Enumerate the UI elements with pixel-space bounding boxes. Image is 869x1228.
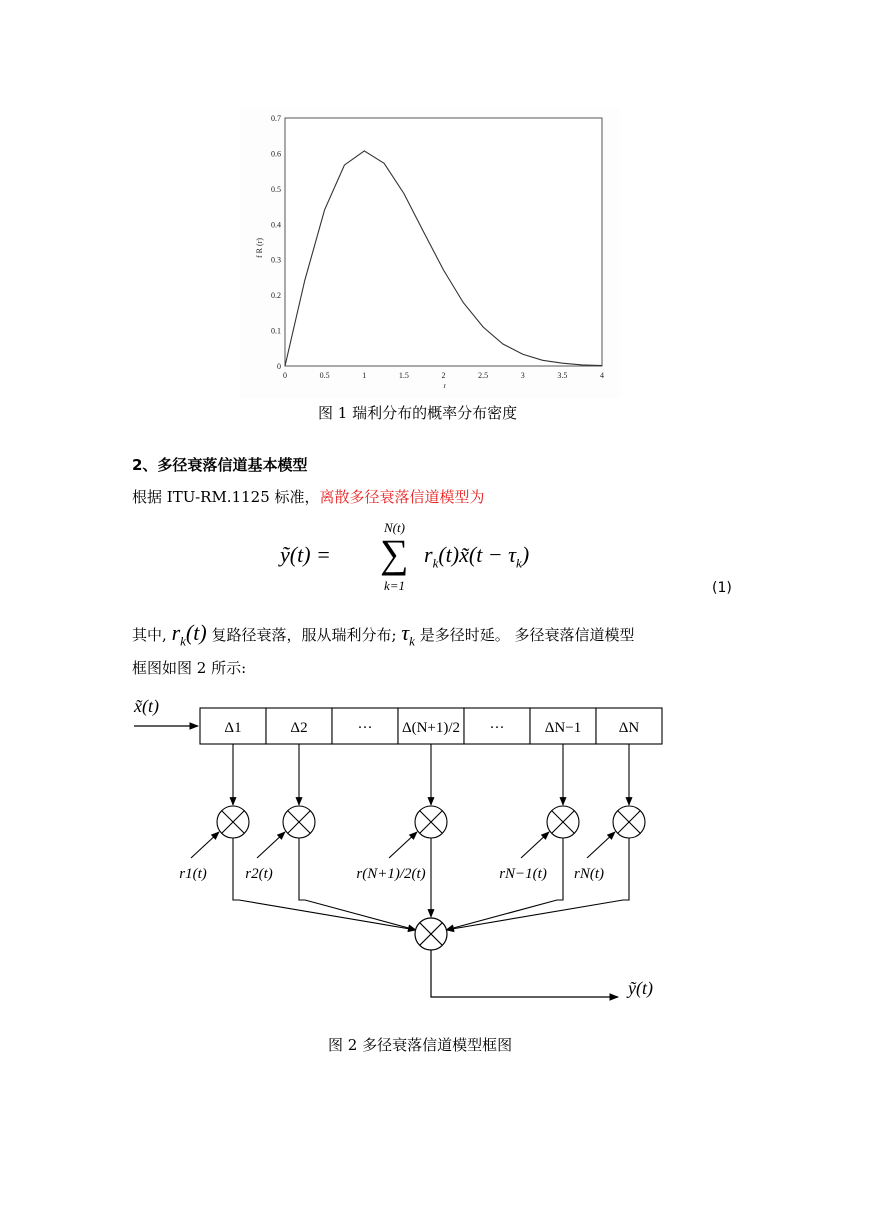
x-tick-label: 1 bbox=[362, 371, 367, 380]
coeff-arrow bbox=[191, 832, 219, 858]
y-tick-label: 0.5 bbox=[271, 184, 281, 194]
x-axis-label: r bbox=[443, 382, 446, 390]
sum-symbol: ∑ bbox=[380, 531, 409, 576]
description-line-2: 框图如图 2 所示: bbox=[132, 659, 247, 677]
delay-cell-label: ··· bbox=[357, 720, 373, 736]
delay-cell-label: Δ2 bbox=[290, 720, 308, 736]
tap-multiplier bbox=[245, 744, 416, 930]
x-tick-label: 1.5 bbox=[398, 371, 409, 380]
x-tick-label: 0.5 bbox=[319, 371, 330, 380]
tap-multiplier bbox=[446, 744, 645, 930]
formula-rhs bbox=[424, 542, 529, 571]
y-tick-label: 0.1 bbox=[271, 326, 281, 336]
x-tick-label: 2.5 bbox=[478, 371, 489, 380]
x-tick-label: 0 bbox=[283, 371, 287, 380]
inline-tau: $\tau_k$ bbox=[401, 620, 415, 649]
formula-r: r bbox=[424, 542, 433, 567]
y-axis-label: f R (r) bbox=[255, 238, 264, 258]
formula-end: ) bbox=[521, 542, 530, 567]
figure-2-caption: 图 2 多径衰落信道模型框图 bbox=[328, 1036, 513, 1054]
intro-line bbox=[132, 481, 485, 514]
coeff-arrow bbox=[389, 832, 417, 858]
section-heading: 2、多径衰落信道基本模型 bbox=[132, 456, 308, 474]
sum-path bbox=[233, 838, 416, 930]
x-tick-label: 4 bbox=[600, 371, 604, 380]
output-signal bbox=[431, 950, 653, 999]
desc-a: 其中, bbox=[132, 626, 167, 644]
coeff-label: r2(t) bbox=[245, 866, 273, 882]
x-tick-label: 3 bbox=[520, 371, 525, 380]
plot-area bbox=[285, 118, 602, 366]
y-tick-label: 0.3 bbox=[271, 255, 281, 265]
coeff-label: r(N+1)/2(t) bbox=[356, 866, 426, 882]
y-tick-label: 0 bbox=[277, 362, 281, 371]
intro-red-text: 离散多径衰落信道模型为 bbox=[319, 488, 485, 506]
delay-cell-label: ΔN bbox=[618, 720, 640, 736]
coeff-label: r1(t) bbox=[179, 866, 207, 882]
sum-path bbox=[299, 838, 416, 930]
formula-lhs: ỹ(t) = bbox=[280, 542, 331, 567]
delay-cell-label: ··· bbox=[489, 720, 505, 736]
y-tick-label: 0.2 bbox=[271, 291, 281, 301]
tap-multiplier bbox=[446, 744, 579, 930]
desc-c: 是多径时延。 多径衰落信道模型 bbox=[419, 626, 635, 644]
x-tick-label: 3.5 bbox=[557, 371, 568, 380]
delay-line bbox=[200, 708, 662, 744]
desc-b: 复路径衰落，服从瑞利分布; bbox=[211, 626, 397, 644]
sum-upper-limit: N(t) bbox=[384, 520, 405, 535]
multipath-channel-diagram bbox=[126, 692, 686, 1012]
y-tick-label: 0.7 bbox=[271, 114, 281, 123]
svg-text:ỹ(t): ỹ(t) bbox=[628, 978, 653, 998]
coeff-label: rN−1(t) bbox=[499, 866, 547, 882]
formula-tau-sub: k bbox=[516, 555, 522, 571]
equation-number: (1) bbox=[712, 580, 732, 596]
rayleigh-pdf-chart bbox=[240, 108, 620, 398]
sum-path bbox=[446, 838, 563, 930]
sum-path bbox=[446, 838, 629, 930]
formula-rest: (t)x̃(t − τ bbox=[438, 542, 517, 567]
sum-lower-limit: k=1 bbox=[384, 578, 406, 593]
x-tick-label: 2 bbox=[441, 371, 446, 380]
coeff-label: rN(t) bbox=[574, 866, 604, 882]
inline-rk: $r_k(t)$ bbox=[171, 620, 207, 649]
delay-cell-label: Δ1 bbox=[224, 720, 242, 736]
formula-1 bbox=[280, 520, 580, 600]
figure-1-caption: 图 1 瑞利分布的概率分布密度 bbox=[318, 404, 518, 422]
summing-node bbox=[415, 918, 447, 950]
coeff-arrow bbox=[257, 832, 285, 858]
tap-multiplier bbox=[356, 744, 447, 917]
y-tick-label: 0.6 bbox=[271, 149, 281, 159]
coeff-arrow bbox=[521, 832, 549, 858]
delay-cell-label: Δ(N+1)/2 bbox=[401, 720, 461, 736]
input-signal bbox=[133, 696, 198, 726]
taps bbox=[179, 744, 645, 930]
y-tick-label: 0.4 bbox=[271, 220, 281, 230]
delay-cell-label: ΔN−1 bbox=[544, 720, 582, 736]
formula-r-sub: k bbox=[432, 555, 439, 571]
intro-plain-text: 根据 ITU-RM.1125 标准， bbox=[132, 488, 320, 506]
coeff-arrow bbox=[587, 832, 615, 858]
svg-text:x̃(t): x̃(t) bbox=[134, 696, 159, 716]
